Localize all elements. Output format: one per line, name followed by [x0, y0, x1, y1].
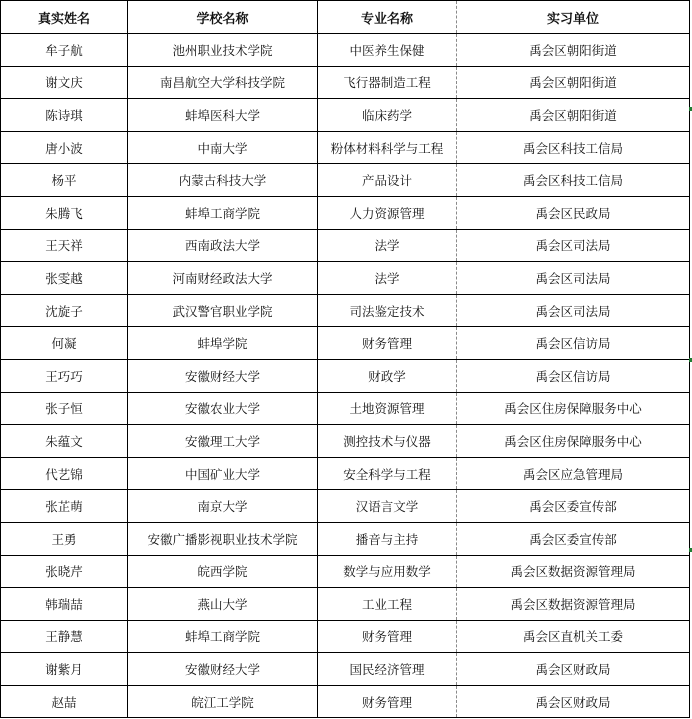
- cell-unit[interactable]: 禹会区司法局: [457, 229, 690, 262]
- table-row: [1, 425, 690, 458]
- cell-major[interactable]: 财政学: [318, 359, 457, 392]
- cell-major[interactable]: 中医养生保健: [318, 34, 457, 67]
- cell-name[interactable]: 王静慧: [1, 620, 128, 653]
- cell-school[interactable]: 中国矿业大学: [128, 457, 318, 490]
- cell-major[interactable]: 临床药学: [318, 99, 457, 132]
- header-row: [1, 1, 690, 34]
- table-body: [1, 34, 690, 718]
- cell-unit[interactable]: 禹会区司法局: [457, 262, 690, 295]
- cell-unit[interactable]: 禹会区住房保障服务中心: [457, 392, 690, 425]
- table-row: [1, 196, 690, 229]
- cell-name[interactable]: 唐小波: [1, 131, 128, 164]
- cell-major[interactable]: 法学: [318, 262, 457, 295]
- cell-unit[interactable]: 禹会区数据资源管理局: [457, 588, 690, 621]
- cell-school[interactable]: 安徽财经大学: [128, 359, 318, 392]
- cell-major[interactable]: 国民经济管理: [318, 653, 457, 686]
- cell-school[interactable]: 南京大学: [128, 490, 318, 523]
- table-row: [1, 262, 690, 295]
- cell-major[interactable]: 财务管理: [318, 620, 457, 653]
- cell-name[interactable]: 王巧巧: [1, 359, 128, 392]
- cell-school[interactable]: 河南财经政法大学: [128, 262, 318, 295]
- cell-major[interactable]: 产品设计: [318, 164, 457, 197]
- cell-name[interactable]: 赵喆: [1, 685, 128, 718]
- header-major[interactable]: 专业名称: [318, 1, 457, 34]
- cell-name[interactable]: 杨平: [1, 164, 128, 197]
- cell-unit[interactable]: 禹会区信访局: [457, 359, 690, 392]
- cell-name[interactable]: 朱腾飞: [1, 196, 128, 229]
- cell-unit[interactable]: 禹会区科技工信局: [457, 131, 690, 164]
- cell-unit[interactable]: 禹会区委宣传部: [457, 490, 690, 523]
- cell-unit[interactable]: 禹会区民政局: [457, 196, 690, 229]
- table-row: [1, 392, 690, 425]
- cell-unit[interactable]: 禹会区直机关工委: [457, 620, 690, 653]
- cell-name[interactable]: 谢紫月: [1, 653, 128, 686]
- table-row: [1, 685, 690, 718]
- table-row: [1, 359, 690, 392]
- cell-school[interactable]: 蚌埠医科大学: [128, 99, 318, 132]
- cell-major[interactable]: 粉体材料科学与工程: [318, 131, 457, 164]
- cell-unit[interactable]: 禹会区委宣传部: [457, 522, 690, 555]
- cell-name[interactable]: 张子恒: [1, 392, 128, 425]
- table-row: [1, 457, 690, 490]
- table-row: [1, 588, 690, 621]
- cell-school[interactable]: 蚌埠学院: [128, 327, 318, 360]
- cell-major[interactable]: 汉语言文学: [318, 490, 457, 523]
- cell-major[interactable]: 法学: [318, 229, 457, 262]
- cell-unit[interactable]: 禹会区科技工信局: [457, 164, 690, 197]
- cell-school[interactable]: 中南大学: [128, 131, 318, 164]
- cell-major[interactable]: 工业工程: [318, 588, 457, 621]
- cell-school[interactable]: 安徽广播影视职业技术学院: [128, 522, 318, 555]
- table-row: [1, 229, 690, 262]
- cell-name[interactable]: 张晓芹: [1, 555, 128, 588]
- table-row: [1, 131, 690, 164]
- cell-major[interactable]: 财务管理: [318, 327, 457, 360]
- header-name[interactable]: 真实姓名: [1, 1, 128, 34]
- table-row: [1, 99, 690, 132]
- cell-major[interactable]: 安全科学与工程: [318, 457, 457, 490]
- cell-name[interactable]: 张芷萌: [1, 490, 128, 523]
- cell-school[interactable]: 燕山大学: [128, 588, 318, 621]
- cell-unit[interactable]: 禹会区应急管理局: [457, 457, 690, 490]
- cell-name[interactable]: 朱蕴文: [1, 425, 128, 458]
- cell-name[interactable]: 王天祥: [1, 229, 128, 262]
- cell-major[interactable]: 人力资源管理: [318, 196, 457, 229]
- cell-school[interactable]: 皖江工学院: [128, 685, 318, 718]
- cell-school[interactable]: 池州职业技术学院: [128, 34, 318, 67]
- table-row: [1, 34, 690, 67]
- cell-name[interactable]: 陈诗琪: [1, 99, 128, 132]
- cell-name[interactable]: 沈旋子: [1, 294, 128, 327]
- cell-school[interactable]: 安徽农业大学: [128, 392, 318, 425]
- cell-name[interactable]: 张雯越: [1, 262, 128, 295]
- cell-unit[interactable]: 禹会区财政局: [457, 685, 690, 718]
- header-school[interactable]: 学校名称: [128, 1, 318, 34]
- cell-school[interactable]: 南昌航空大学科技学院: [128, 66, 318, 99]
- cell-unit[interactable]: 禹会区朝阳街道: [457, 99, 690, 132]
- cell-major[interactable]: 司法鉴定技术: [318, 294, 457, 327]
- cell-school[interactable]: 武汉警官职业学院: [128, 294, 318, 327]
- cell-unit[interactable]: 禹会区住房保障服务中心: [457, 425, 690, 458]
- cell-name[interactable]: 何凝: [1, 327, 128, 360]
- cell-unit[interactable]: 禹会区数据资源管理局: [457, 555, 690, 588]
- cell-school[interactable]: 蚌埠工商学院: [128, 196, 318, 229]
- cell-unit[interactable]: 禹会区朝阳街道: [457, 66, 690, 99]
- cell-major[interactable]: 测控技术与仪器: [318, 425, 457, 458]
- cell-major[interactable]: 财务管理: [318, 685, 457, 718]
- table-row: [1, 66, 690, 99]
- cell-name[interactable]: 代艺锦: [1, 457, 128, 490]
- cell-unit[interactable]: 禹会区财政局: [457, 653, 690, 686]
- cell-unit[interactable]: 禹会区信访局: [457, 327, 690, 360]
- cell-name[interactable]: 王勇: [1, 522, 128, 555]
- cell-major[interactable]: 数学与应用数学: [318, 555, 457, 588]
- table-row: [1, 555, 690, 588]
- cell-major[interactable]: 飞行器制造工程: [318, 66, 457, 99]
- cell-name[interactable]: 韩瑞喆: [1, 588, 128, 621]
- cell-unit[interactable]: 禹会区司法局: [457, 294, 690, 327]
- cell-name[interactable]: 牟子航: [1, 34, 128, 67]
- table-row: [1, 294, 690, 327]
- cell-name[interactable]: 谢文庆: [1, 66, 128, 99]
- table-row: [1, 522, 690, 555]
- table-row: [1, 327, 690, 360]
- table-row: [1, 490, 690, 523]
- header-unit[interactable]: 实习单位: [457, 1, 690, 34]
- cell-school[interactable]: 西南政法大学: [128, 229, 318, 262]
- cell-major[interactable]: 土地资源管理: [318, 392, 457, 425]
- cell-school[interactable]: 安徽财经大学: [128, 653, 318, 686]
- cell-major[interactable]: 播音与主持: [318, 522, 457, 555]
- table-row: [1, 653, 690, 686]
- cell-unit[interactable]: 禹会区朝阳街道: [457, 34, 690, 67]
- cell-school[interactable]: 皖西学院: [128, 555, 318, 588]
- cell-school[interactable]: 蚌埠工商学院: [128, 620, 318, 653]
- table-row: [1, 620, 690, 653]
- cell-school[interactable]: 内蒙古科技大学: [128, 164, 318, 197]
- table-row: [1, 164, 690, 197]
- cell-school[interactable]: 安徽理工大学: [128, 425, 318, 458]
